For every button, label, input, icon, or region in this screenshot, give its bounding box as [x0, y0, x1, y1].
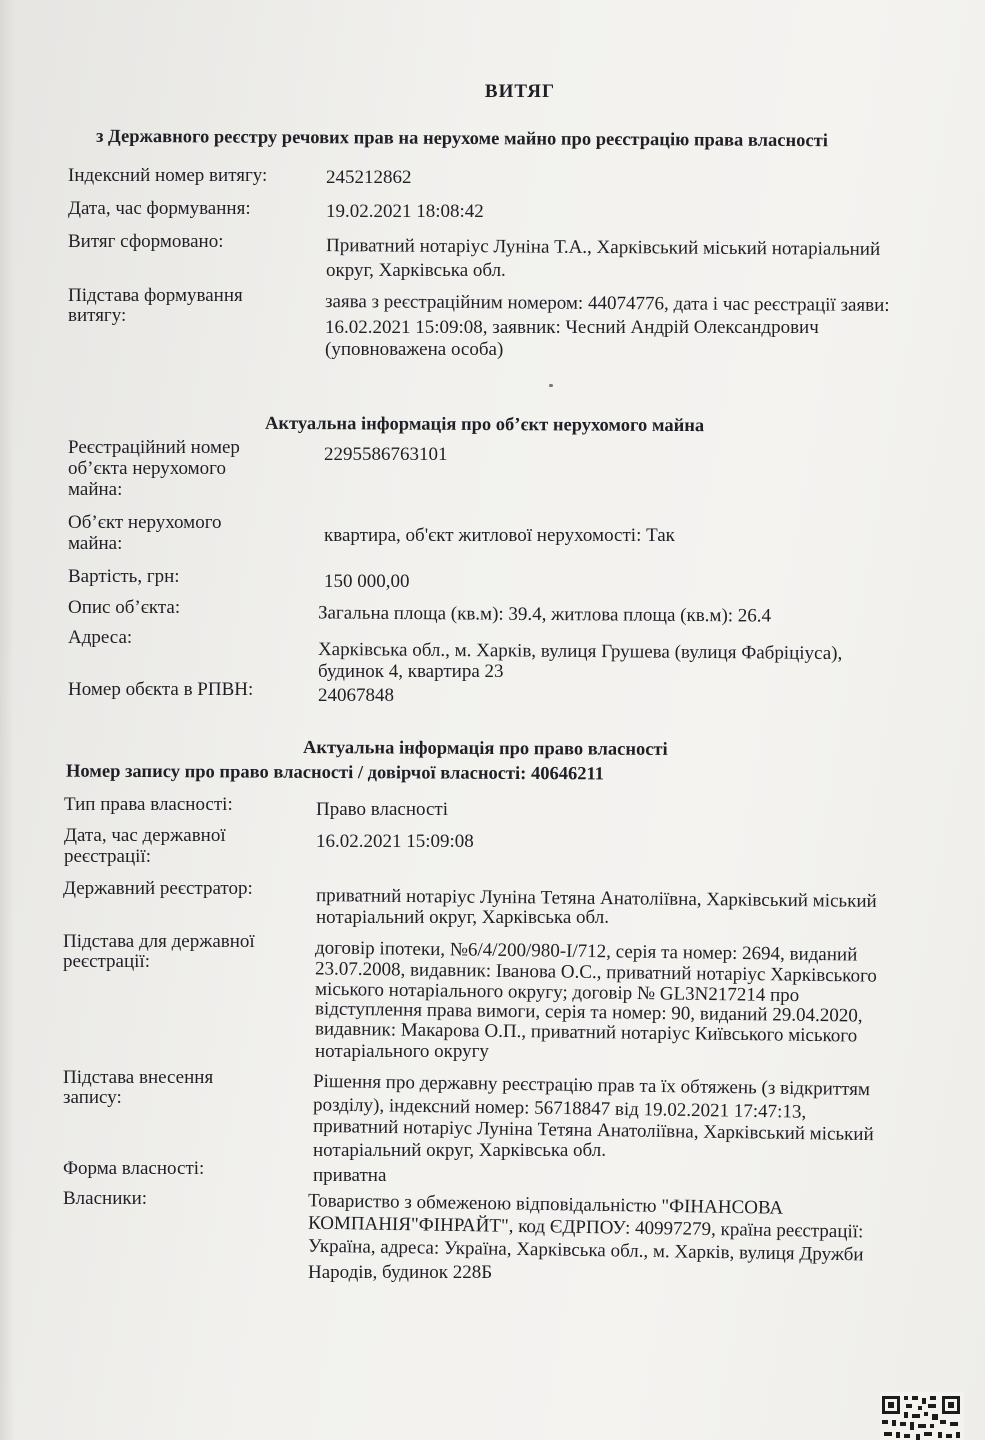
qr-code-icon: [880, 1392, 964, 1440]
owners-value-line-1: Товариство з обмеженою відповідальністю "ФІНАНСОВА: [307, 1190, 784, 1219]
formed-by-value-line-2: округ, Харківська обл.: [326, 260, 506, 281]
index-number-label: Індексний номер витягу:: [68, 165, 268, 186]
cost-label: Вартість, грн:: [68, 566, 180, 587]
registrar-label: Державний реєстратор:: [63, 878, 253, 899]
cost-value: 150 000,00: [324, 571, 410, 592]
address-value-line-1: Харківська обл., м. Харків, вулиця Грушева (вулиця Фабріціуса),: [317, 638, 843, 665]
registration-basis-label-line-1: Підстава для державної: [63, 931, 255, 952]
registration-basis-value-line-3: міського нотаріального округу; договір № GL3N217214 про: [314, 978, 800, 1007]
registration-basis-value-line-4: відступлення права вимоги, серія та номер: 90, виданий 29.04.2020,: [314, 998, 863, 1027]
address-label: Адреса:: [68, 627, 133, 648]
page-edge-shadow: [0, 0, 14, 1440]
rpvn-value: 24067848: [318, 685, 394, 706]
owners-value-line-3: Україна, адреса: Україна, Харківська обл., м. Харків, вулиця Дружби: [307, 1235, 864, 1266]
ink-speck: [549, 384, 553, 387]
rpvn-label: Номер обєкта в РПВН:: [68, 679, 254, 700]
formation-date-label: Дата, час формування:: [68, 198, 251, 219]
entry-basis-value-line-1: Рішення про державну реєстрацію прав та їх обтяжень (з відкриттям: [312, 1070, 871, 1101]
document-title: ВИТЯГ: [484, 81, 556, 102]
ownership-type-value: Право власності: [316, 799, 448, 820]
registration-basis-value-line-2: 23.07.2008, видавник: Іванова О.С., приватний нотаріус Харківського: [314, 958, 877, 987]
owners-value-line-2: КОМПАНІЯ"ФІНРАЙТ", код ЄДРПОУ: 40997279, країна реєстрації:: [307, 1212, 864, 1243]
object-value: квартира, об'єкт житлової нерухомості: Так: [324, 525, 675, 546]
ownership-type-label: Тип права власності:: [64, 794, 233, 815]
basis-value-line-3: (уповноважена особа): [325, 339, 504, 360]
entry-basis-value-line-2: розділу), індексний номер: 56718847 від 19.02.2021 17:47:13,: [312, 1094, 807, 1123]
registration-basis-value-line-1: договір іпотеки, №6/4/200/980-І/712, серія та номер: 2694, виданий: [314, 937, 858, 966]
description-label: Опис об’єкта:: [68, 597, 181, 618]
formed-by-value-line-1: Приватний нотаріус Луніна Т.А., Харківський міський нотаріальний: [325, 235, 881, 260]
registrar-value-line-1: приватний нотаріус Луніна Тетяна Анатоліївна, Харківський міський: [315, 885, 877, 912]
entry-basis-label-line-1: Підстава внесення: [63, 1067, 214, 1088]
registrar-value-line-2: нотаріальний округ, Харківська обл.: [316, 907, 609, 928]
basis-value-line-1: заява з реєстраційним номером: 44074776, дата і час реєстрації заяви:: [324, 291, 890, 316]
entry-basis-value-line-3: приватний нотаріус Луніна Тетяна Анатоліївна, Харківський міський: [312, 1115, 874, 1146]
basis-label-line-1: Підстава формування: [68, 285, 243, 306]
address-value-line-2: будинок 4, квартира 23: [318, 661, 504, 682]
basis-value-line-2: 16.02.2021 15:09:08, заявник: Чесний Андрій Олександрович: [325, 317, 819, 338]
owners-value-line-4: Народів, будинок 228Б: [308, 1262, 493, 1283]
state-registration-date-label-line-2: реєстрації:: [64, 846, 151, 867]
reg-number-label-line-3: майна:: [68, 479, 123, 500]
document-subtitle: з Державного реєстру речових прав на нерухоме майно про реєстрацію права власності: [95, 126, 828, 152]
object-section-heading: Актуальна інформація про об’єкт нерухомого майна: [264, 413, 705, 437]
ownership-form-label: Форма власності:: [63, 1158, 205, 1179]
owners-label: Власники:: [63, 1188, 148, 1209]
entry-basis-value-line-4: нотаріальний округ, Харківська обл.: [313, 1140, 606, 1161]
ownership-record-heading: Номер запису про право власності / довірчої власності: 40646211: [65, 761, 605, 785]
entry-basis-label-line-2: запису:: [63, 1087, 122, 1108]
reg-number-value: 2295586763101: [324, 444, 448, 465]
object-label-line-1: Об’єкт нерухомого: [68, 512, 222, 533]
ownership-section-heading: Актуальна інформація про право власності: [302, 738, 668, 760]
registration-basis-label-line-2: реєстрації:: [63, 951, 150, 972]
object-label-line-2: майна:: [68, 533, 123, 554]
registration-basis-value-line-6: нотаріального округу: [315, 1041, 489, 1062]
state-registration-date-value: 16.02.2021 15:09:08: [316, 831, 474, 852]
formation-date-value: 19.02.2021 18:08:42: [326, 201, 484, 222]
registration-basis-value-line-5: видавник: Макарова О.П., приватний нотаріус Київського міського: [314, 1018, 858, 1047]
basis-label-line-2: витягу:: [68, 305, 127, 326]
state-registration-date-label-line-1: Дата, час державної: [64, 825, 226, 846]
ownership-form-value: приватна: [313, 1165, 387, 1186]
description-value: Загальна площа (кв.м): 39.4, житлова площа (кв.м): 26.4: [317, 602, 772, 627]
reg-number-label-line-1: Реєстраційний номер: [68, 437, 240, 458]
formed-by-label: Витяг сформовано:: [68, 231, 224, 252]
index-number-value: 245212862: [326, 167, 412, 188]
reg-number-label-line-2: об’єкта нерухомого: [68, 458, 226, 479]
